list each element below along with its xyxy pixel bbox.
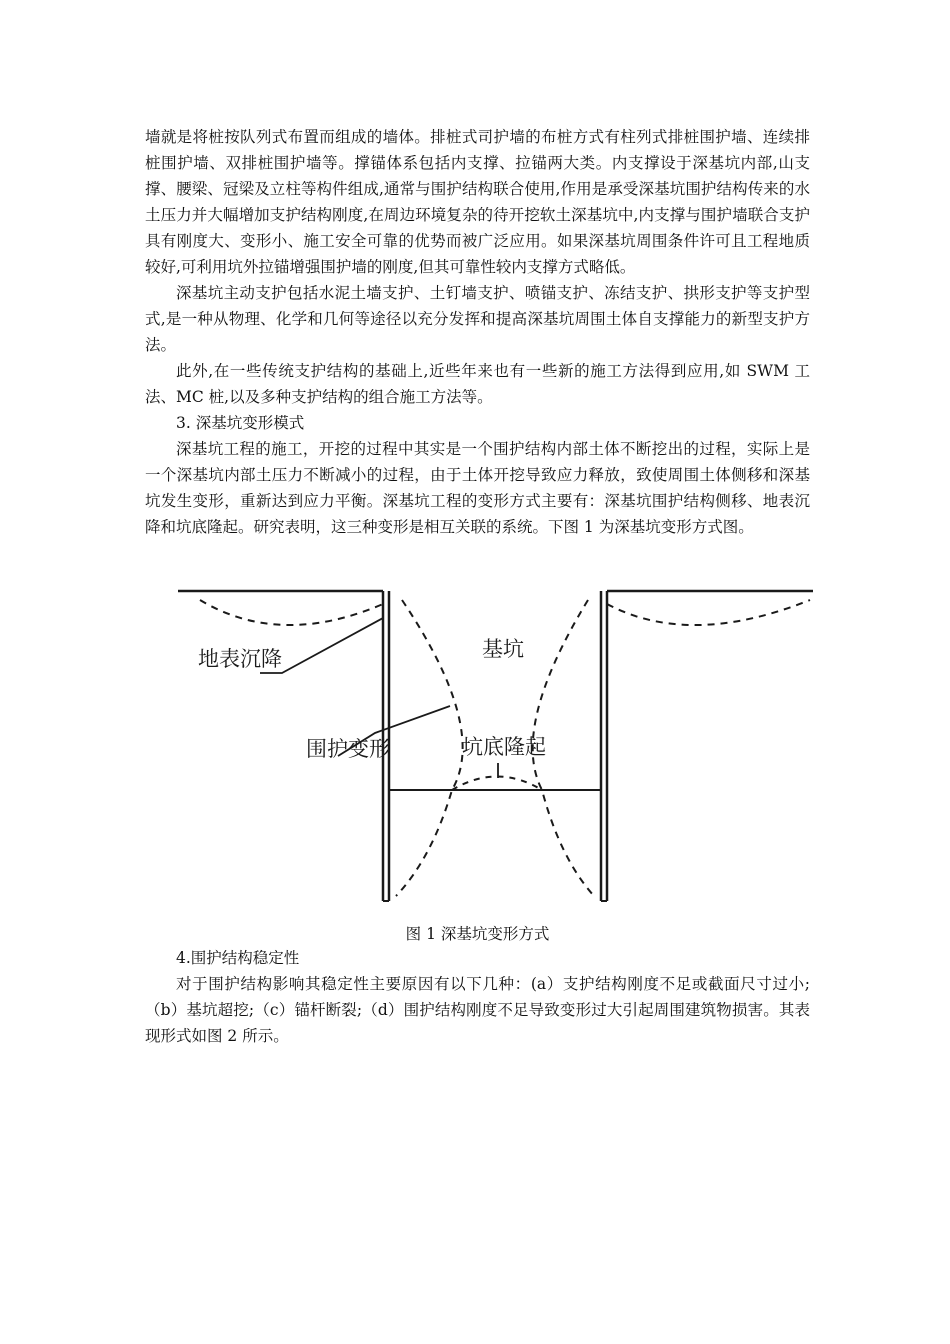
figure-pit-deformation xyxy=(170,578,820,923)
label-bottom-heave: 坑底隆起 xyxy=(462,735,546,759)
section-heading-3: 3. 深基坑变形模式 xyxy=(176,414,305,432)
label-pit: 基坑 xyxy=(482,637,524,661)
deformation-diagram xyxy=(170,578,820,923)
settlement-curve-right xyxy=(607,600,810,625)
text-upper xyxy=(145,124,810,540)
figure-caption: 图 1 深基坑变形方式 xyxy=(405,925,550,943)
paragraph-stability: 对于围护结构影响其稳定性主要原因有以下几种：(a）支护结构刚度不足或截面尺寸过小;（b）基坑超挖;（c）锚杆断裂;（d）围护结构刚度不足导致变形过大引起周围建筑物损害。其表现形式如图 2 所示。 xyxy=(145,975,810,1045)
label-surface-settlement: 地表沉降 xyxy=(198,647,282,671)
paragraph-new-methods: 此外,在一些传统支护结构的基础上,近些年来也有一些新的施工方法得到应用,如 SWM 工法、MC 桩,以及多种支护结构的组合施工方法等。 xyxy=(145,362,810,406)
bottom-heave-curve xyxy=(452,777,542,791)
label-wall-deformation: 围护变形 xyxy=(306,737,390,761)
section-heading-4: 4.围护结构稳定性 xyxy=(176,949,300,967)
wall-deformation-left xyxy=(396,600,463,896)
paragraph-deformation-modes: 深基坑工程的施工，开挖的过程中其实是一个围护结构内部土体不断挖出的过程，实际上是一个深基坑内部土压力不断减小的过程，由于土体开挖导致应力释放，致使周围土体侧移和深基坑发生变形，重新达到应力平衡。深基坑工程的变形方式主要有：深基坑围护结构侧移、地表沉降和坑底隆起。研究表明，这三种变形是相互关联的系统。下图 1 为深基坑变形方式图。 xyxy=(145,440,810,536)
paragraph-active-support: 深基坑主动支护包括水泥土墙支护、土钉墙支护、喷锚支护、冻结支护、拱形支护等支护型式,是一种从物理、化学和几何等途径以充分发挥和提高深基坑周围土体自支撑能力的新型支护方法。 xyxy=(145,284,810,354)
settlement-curve-left xyxy=(200,600,383,625)
text-lower xyxy=(145,945,810,1049)
paragraph-retaining-wall: 墙就是将桩按队列式布置而组成的墙体。排桩式司护墙的布桩方式有柱列式排桩围护墙、连续排桩围护墙、双排桩围护墙等。撑锚体系包括内支撑、拉锚两大类。内支撑设于深基坑内部,山支撑、腰梁、冠梁及立柱等构件组成,通常与围护结构联合使用,作用是承受深基坑围护结构传来的水土压力并大幅增加支护结构刚度,在周边环境复杂的待开挖软土深基坑中,内支撑与围护墙联合支护具有刚度大、变形小、施工安全可靠的优势而被广泛应用。如果深基坑周围条件许可且工程地质较好,可利用坑外拉锚增强围护墙的刚度,但其可靠性较内支撑方式略低。 xyxy=(145,128,810,276)
